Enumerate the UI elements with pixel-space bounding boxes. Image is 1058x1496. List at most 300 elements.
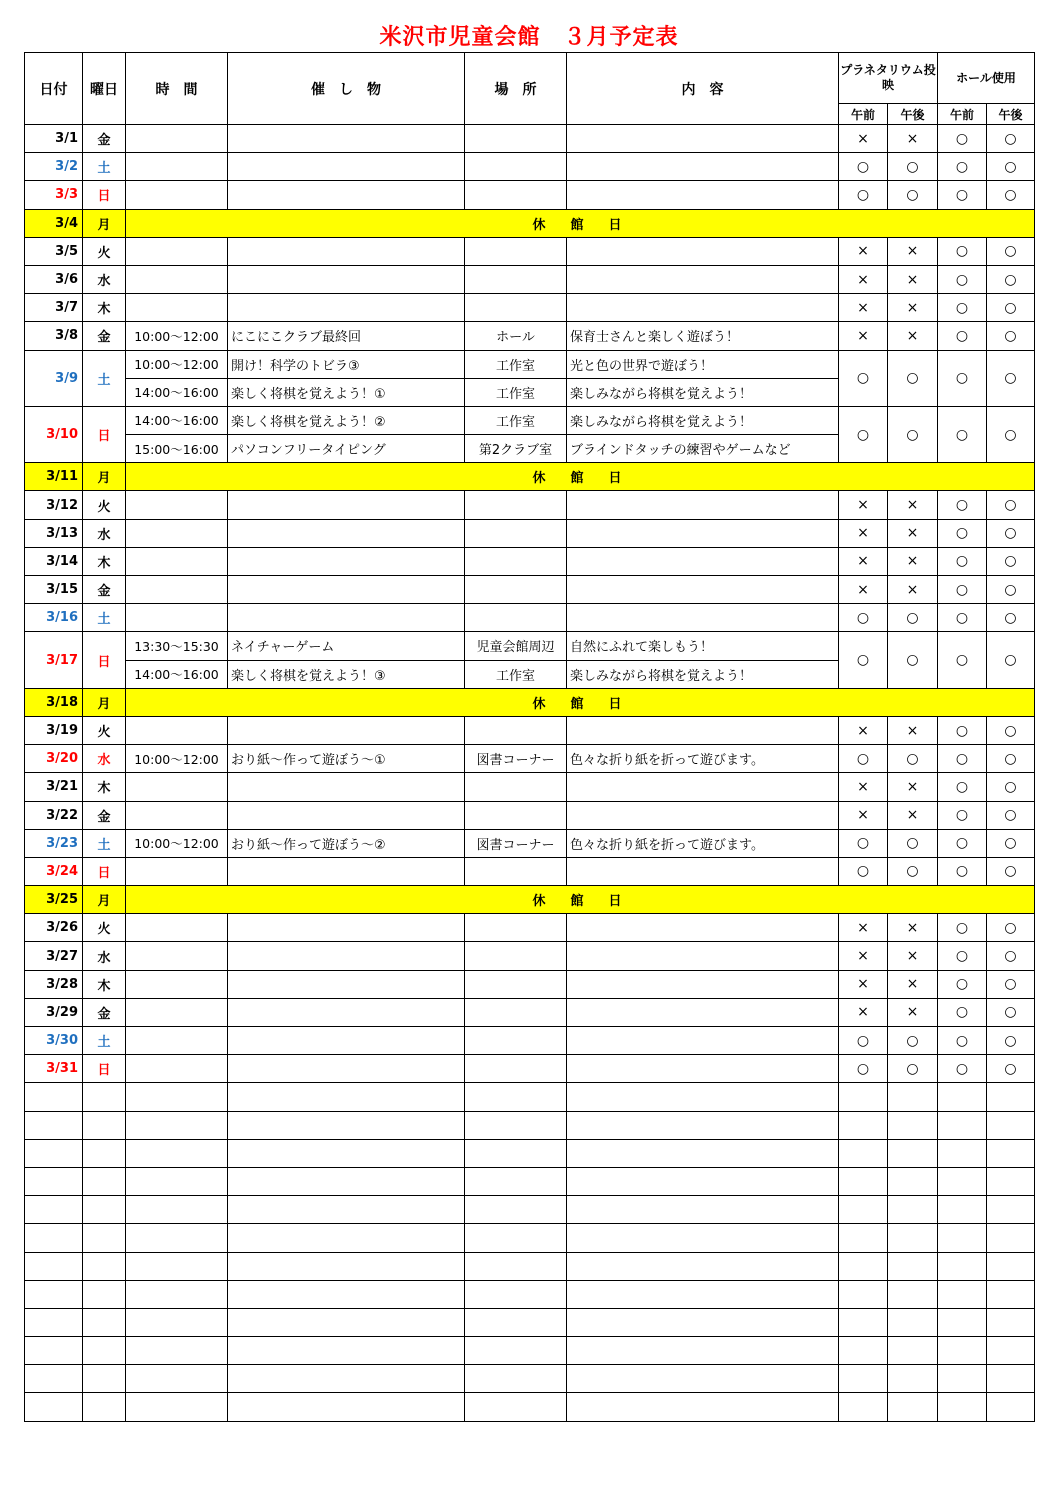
blank-cell <box>465 1196 567 1224</box>
dow-cell: 月 <box>83 463 126 491</box>
event-cell: ネイチャーゲーム <box>228 632 465 660</box>
date-cell: 3/3 <box>25 181 83 209</box>
date-cell: 3/25 <box>25 886 83 914</box>
content-cell <box>567 125 839 153</box>
hall-pm-mark: ○ <box>987 576 1035 604</box>
time-cell <box>126 265 228 293</box>
dow-cell: 水 <box>83 265 126 293</box>
date-cell: 3/18 <box>25 688 83 716</box>
planetarium-am-mark: ○ <box>839 604 888 632</box>
place-cell <box>465 1027 567 1055</box>
hall-am-mark: ○ <box>938 998 987 1026</box>
blank-row <box>25 1167 1035 1195</box>
planetarium-pm-mark: × <box>888 998 938 1026</box>
date-cell: 3/9 <box>25 350 83 406</box>
planetarium-am-mark: ○ <box>839 1027 888 1055</box>
hall-am-mark: ○ <box>938 294 987 322</box>
dow-cell: 金 <box>83 576 126 604</box>
blank-cell <box>987 1139 1035 1167</box>
planetarium-pm-mark: ○ <box>888 745 938 773</box>
hall-am-mark: ○ <box>938 125 987 153</box>
blank-cell <box>567 1083 839 1111</box>
blank-cell <box>987 1224 1035 1252</box>
date-cell: 3/1 <box>25 125 83 153</box>
content-cell <box>567 519 839 547</box>
blank-cell <box>987 1111 1035 1139</box>
closed-day-label: 休 館 日 <box>126 688 1035 716</box>
event-cell <box>228 519 465 547</box>
hall-pm-mark: ○ <box>987 914 1035 942</box>
table-row <box>25 604 1035 632</box>
blank-cell <box>938 1111 987 1139</box>
place-cell <box>465 801 567 829</box>
hall-am-mark: ○ <box>938 1055 987 1083</box>
hall-pm-mark: ○ <box>987 716 1035 744</box>
blank-cell <box>567 1196 839 1224</box>
blank-cell <box>888 1252 938 1280</box>
event-cell: おり紙～作って遊ぼう～① <box>228 745 465 773</box>
time-cell <box>126 857 228 885</box>
blank-cell <box>228 1337 465 1365</box>
blank-cell <box>888 1139 938 1167</box>
time-cell <box>126 998 228 1026</box>
hall-pm-mark: ○ <box>987 773 1035 801</box>
blank-cell <box>567 1111 839 1139</box>
blank-row <box>25 1337 1035 1365</box>
blank-row <box>25 1083 1035 1111</box>
place-cell: ホール <box>465 322 567 350</box>
header-dow: 曜日 <box>83 53 126 125</box>
blank-cell <box>938 1196 987 1224</box>
blank-cell <box>888 1111 938 1139</box>
content-cell: 色々な折り紙を折って遊びます。 <box>567 829 839 857</box>
time-cell: 10:00～12:00 <box>126 350 228 378</box>
planetarium-pm-mark: ○ <box>888 350 938 406</box>
hall-am-mark: ○ <box>938 942 987 970</box>
content-cell <box>567 153 839 181</box>
blank-cell <box>465 1111 567 1139</box>
dow-cell: 土 <box>83 604 126 632</box>
planetarium-pm-mark: × <box>888 914 938 942</box>
planetarium-pm-mark: × <box>888 237 938 265</box>
blank-cell <box>126 1196 228 1224</box>
content-cell: 光と色の世界で遊ぼう！ <box>567 350 839 378</box>
dow-cell: 土 <box>83 153 126 181</box>
blank-cell <box>938 1337 987 1365</box>
hall-am-mark: ○ <box>938 181 987 209</box>
blank-cell <box>465 1337 567 1365</box>
dow-cell: 月 <box>83 886 126 914</box>
blank-cell <box>938 1280 987 1308</box>
planetarium-am-mark: × <box>839 125 888 153</box>
date-cell: 3/4 <box>25 209 83 237</box>
dow-cell: 日 <box>83 181 126 209</box>
event-cell <box>228 1027 465 1055</box>
header-planetarium-pm: 午後 <box>888 104 938 125</box>
content-cell: ブラインドタッチの練習やゲームなど <box>567 435 839 463</box>
content-cell <box>567 1027 839 1055</box>
event-cell: 開け！科学のトビラ③ <box>228 350 465 378</box>
blank-row <box>25 1252 1035 1280</box>
event-cell: おり紙～作って遊ぼう～② <box>228 829 465 857</box>
planetarium-am-mark: × <box>839 547 888 575</box>
blank-cell <box>228 1139 465 1167</box>
planetarium-pm-mark: × <box>888 773 938 801</box>
event-cell <box>228 914 465 942</box>
place-cell <box>465 970 567 998</box>
time-cell <box>126 547 228 575</box>
blank-cell <box>25 1167 83 1195</box>
hall-am-mark: ○ <box>938 265 987 293</box>
date-cell: 3/20 <box>25 745 83 773</box>
content-cell <box>567 716 839 744</box>
hall-pm-mark: ○ <box>987 1027 1035 1055</box>
hall-am-mark: ○ <box>938 632 987 688</box>
dow-cell: 木 <box>83 773 126 801</box>
dow-cell: 土 <box>83 829 126 857</box>
hall-pm-mark: ○ <box>987 801 1035 829</box>
date-cell: 3/2 <box>25 153 83 181</box>
event-cell <box>228 716 465 744</box>
planetarium-am-mark: ○ <box>839 1055 888 1083</box>
content-cell <box>567 547 839 575</box>
time-cell <box>126 970 228 998</box>
table-row <box>25 716 1035 744</box>
date-cell: 3/23 <box>25 829 83 857</box>
blank-cell <box>839 1167 888 1195</box>
time-cell: 10:00～12:00 <box>126 322 228 350</box>
hall-pm-mark: ○ <box>987 181 1035 209</box>
blank-cell <box>126 1365 228 1393</box>
place-cell <box>465 914 567 942</box>
content-cell <box>567 604 839 632</box>
place-cell: 工作室 <box>465 350 567 378</box>
blank-row <box>25 1308 1035 1336</box>
content-cell: 楽しみながら将棋を覚えよう！ <box>567 406 839 434</box>
planetarium-am-mark: ○ <box>839 181 888 209</box>
blank-cell <box>126 1337 228 1365</box>
blank-cell <box>987 1167 1035 1195</box>
time-cell: 10:00～12:00 <box>126 829 228 857</box>
blank-cell <box>567 1224 839 1252</box>
blank-cell <box>839 1252 888 1280</box>
blank-row <box>25 1111 1035 1139</box>
blank-cell <box>83 1111 126 1139</box>
place-cell <box>465 491 567 519</box>
content-cell: 楽しみながら将棋を覚えよう！ <box>567 660 839 688</box>
table-row <box>25 632 1035 660</box>
blank-cell <box>465 1224 567 1252</box>
table-row <box>25 576 1035 604</box>
date-cell: 3/27 <box>25 942 83 970</box>
place-cell <box>465 519 567 547</box>
date-cell: 3/7 <box>25 294 83 322</box>
blank-cell <box>126 1083 228 1111</box>
time-cell <box>126 125 228 153</box>
hall-am-mark: ○ <box>938 491 987 519</box>
hall-am-mark: ○ <box>938 547 987 575</box>
hall-am-mark: ○ <box>938 519 987 547</box>
blank-cell <box>938 1308 987 1336</box>
hall-pm-mark: ○ <box>987 153 1035 181</box>
dow-cell: 日 <box>83 632 126 688</box>
hall-am-mark: ○ <box>938 857 987 885</box>
planetarium-am-mark: × <box>839 942 888 970</box>
hall-pm-mark: ○ <box>987 1055 1035 1083</box>
table-row <box>25 209 1035 237</box>
content-cell <box>567 294 839 322</box>
blank-cell <box>126 1111 228 1139</box>
event-cell <box>228 942 465 970</box>
hall-pm-mark: ○ <box>987 970 1035 998</box>
blank-cell <box>987 1083 1035 1111</box>
blank-cell <box>888 1224 938 1252</box>
planetarium-am-mark: × <box>839 265 888 293</box>
planetarium-pm-mark: × <box>888 125 938 153</box>
table-row <box>25 181 1035 209</box>
table-row <box>25 1055 1035 1083</box>
blank-cell <box>126 1280 228 1308</box>
hall-pm-mark: ○ <box>987 237 1035 265</box>
planetarium-am-mark: ○ <box>839 857 888 885</box>
header-place: 場 所 <box>465 53 567 125</box>
time-cell: 14:00～16:00 <box>126 660 228 688</box>
blank-cell <box>465 1308 567 1336</box>
dow-cell: 木 <box>83 970 126 998</box>
blank-cell <box>228 1111 465 1139</box>
place-cell: 児童会館周辺 <box>465 632 567 660</box>
dow-cell: 日 <box>83 406 126 462</box>
event-cell <box>228 181 465 209</box>
header-date: 日付 <box>25 53 83 125</box>
table-row <box>25 294 1035 322</box>
planetarium-pm-mark: × <box>888 491 938 519</box>
time-cell <box>126 153 228 181</box>
time-cell <box>126 519 228 547</box>
blank-cell <box>888 1196 938 1224</box>
hall-pm-mark: ○ <box>987 829 1035 857</box>
blank-cell <box>25 1224 83 1252</box>
place-cell: 図書コーナー <box>465 745 567 773</box>
table-row <box>25 406 1035 434</box>
planetarium-pm-mark: × <box>888 576 938 604</box>
place-cell <box>465 942 567 970</box>
place-cell <box>465 857 567 885</box>
header-planetarium-am: 午前 <box>839 104 888 125</box>
planetarium-am-mark: × <box>839 801 888 829</box>
place-cell <box>465 576 567 604</box>
dow-cell: 日 <box>83 857 126 885</box>
blank-cell <box>83 1337 126 1365</box>
dow-cell: 土 <box>83 1027 126 1055</box>
blank-row <box>25 1139 1035 1167</box>
header-hall-pm: 午後 <box>987 104 1035 125</box>
date-cell: 3/13 <box>25 519 83 547</box>
place-cell <box>465 716 567 744</box>
blank-cell <box>888 1280 938 1308</box>
blank-cell <box>567 1252 839 1280</box>
page-title: 米沢市児童会館 ３月予定表 <box>379 25 679 50</box>
blank-cell <box>25 1393 83 1421</box>
date-cell: 3/21 <box>25 773 83 801</box>
time-cell <box>126 237 228 265</box>
content-cell <box>567 181 839 209</box>
planetarium-pm-mark: ○ <box>888 181 938 209</box>
header-hall: ホール使用 <box>938 53 1035 104</box>
time-cell: 14:00～16:00 <box>126 378 228 406</box>
content-cell <box>567 801 839 829</box>
planetarium-am-mark: ○ <box>839 745 888 773</box>
content-cell <box>567 265 839 293</box>
blank-cell <box>938 1083 987 1111</box>
planetarium-am-mark: × <box>839 716 888 744</box>
planetarium-am-mark: × <box>839 519 888 547</box>
event-cell <box>228 265 465 293</box>
planetarium-am-mark: ○ <box>839 632 888 688</box>
event-cell <box>228 125 465 153</box>
blank-cell <box>228 1224 465 1252</box>
blank-cell <box>228 1393 465 1421</box>
time-cell: 13:30～15:30 <box>126 632 228 660</box>
blank-cell <box>839 1111 888 1139</box>
place-cell <box>465 604 567 632</box>
table-row <box>25 998 1035 1026</box>
content-cell <box>567 914 839 942</box>
blank-cell <box>126 1393 228 1421</box>
blank-cell <box>25 1280 83 1308</box>
dow-cell: 火 <box>83 716 126 744</box>
content-cell <box>567 998 839 1026</box>
blank-cell <box>25 1196 83 1224</box>
header-content: 内 容 <box>567 53 839 125</box>
event-cell <box>228 576 465 604</box>
date-cell: 3/31 <box>25 1055 83 1083</box>
date-cell: 3/19 <box>25 716 83 744</box>
planetarium-am-mark: × <box>839 294 888 322</box>
hall-am-mark: ○ <box>938 153 987 181</box>
blank-cell <box>839 1139 888 1167</box>
blank-cell <box>839 1196 888 1224</box>
time-cell: 14:00～16:00 <box>126 406 228 434</box>
dow-cell: 日 <box>83 1055 126 1083</box>
blank-row <box>25 1365 1035 1393</box>
place-cell: 工作室 <box>465 406 567 434</box>
blank-cell <box>839 1083 888 1111</box>
table-row <box>25 914 1035 942</box>
blank-cell <box>938 1365 987 1393</box>
blank-cell <box>83 1280 126 1308</box>
content-cell: 自然にふれて楽しもう！ <box>567 632 839 660</box>
hall-am-mark: ○ <box>938 406 987 462</box>
planetarium-pm-mark: ○ <box>888 1055 938 1083</box>
content-cell: 色々な折り紙を折って遊びます。 <box>567 745 839 773</box>
event-cell <box>228 998 465 1026</box>
hall-am-mark: ○ <box>938 1027 987 1055</box>
event-cell <box>228 491 465 519</box>
blank-cell <box>25 1308 83 1336</box>
blank-cell <box>839 1224 888 1252</box>
blank-cell <box>839 1308 888 1336</box>
blank-cell <box>83 1224 126 1252</box>
date-cell: 3/12 <box>25 491 83 519</box>
time-cell: 10:00～12:00 <box>126 745 228 773</box>
blank-cell <box>83 1252 126 1280</box>
blank-cell <box>83 1393 126 1421</box>
place-cell: 第2クラブ室 <box>465 435 567 463</box>
planetarium-pm-mark: × <box>888 294 938 322</box>
place-cell: 工作室 <box>465 378 567 406</box>
blank-cell <box>567 1308 839 1336</box>
blank-cell <box>228 1365 465 1393</box>
date-cell: 3/11 <box>25 463 83 491</box>
planetarium-pm-mark: × <box>888 970 938 998</box>
date-cell: 3/26 <box>25 914 83 942</box>
blank-cell <box>83 1196 126 1224</box>
blank-cell <box>465 1393 567 1421</box>
schedule-body <box>25 125 1035 1422</box>
date-cell: 3/30 <box>25 1027 83 1055</box>
table-row <box>25 970 1035 998</box>
blank-cell <box>83 1083 126 1111</box>
blank-cell <box>987 1337 1035 1365</box>
place-cell <box>465 153 567 181</box>
dow-cell: 金 <box>83 801 126 829</box>
blank-cell <box>228 1280 465 1308</box>
date-cell: 3/16 <box>25 604 83 632</box>
blank-cell <box>938 1393 987 1421</box>
hall-pm-mark: ○ <box>987 547 1035 575</box>
place-cell <box>465 265 567 293</box>
planetarium-am-mark: × <box>839 237 888 265</box>
place-cell: 図書コーナー <box>465 829 567 857</box>
planetarium-pm-mark: ○ <box>888 406 938 462</box>
blank-cell <box>938 1139 987 1167</box>
blank-cell <box>228 1167 465 1195</box>
blank-cell <box>228 1252 465 1280</box>
content-cell: 楽しみながら将棋を覚えよう！ <box>567 378 839 406</box>
dow-cell: 木 <box>83 294 126 322</box>
planetarium-pm-mark: ○ <box>888 604 938 632</box>
hall-pm-mark: ○ <box>987 125 1035 153</box>
dow-cell: 金 <box>83 322 126 350</box>
blank-cell <box>465 1365 567 1393</box>
table-row <box>25 801 1035 829</box>
content-cell <box>567 773 839 801</box>
closed-day-label: 休 館 日 <box>126 886 1035 914</box>
planetarium-pm-mark: × <box>888 801 938 829</box>
blank-cell <box>987 1280 1035 1308</box>
hall-pm-mark: ○ <box>987 942 1035 970</box>
schedule-table <box>24 52 1035 1422</box>
hall-am-mark: ○ <box>938 970 987 998</box>
planetarium-am-mark: ○ <box>839 829 888 857</box>
planetarium-pm-mark: ○ <box>888 857 938 885</box>
planetarium-am-mark: × <box>839 322 888 350</box>
blank-row <box>25 1224 1035 1252</box>
table-row <box>25 491 1035 519</box>
date-cell: 3/22 <box>25 801 83 829</box>
event-cell: パソコンフリータイピング <box>228 435 465 463</box>
hall-pm-mark: ○ <box>987 350 1035 406</box>
time-cell <box>126 773 228 801</box>
hall-am-mark: ○ <box>938 350 987 406</box>
time-cell <box>126 1027 228 1055</box>
blank-cell <box>888 1308 938 1336</box>
hall-pm-mark: ○ <box>987 632 1035 688</box>
planetarium-pm-mark: × <box>888 547 938 575</box>
header-event: 催 し 物 <box>228 53 465 125</box>
date-cell: 3/14 <box>25 547 83 575</box>
